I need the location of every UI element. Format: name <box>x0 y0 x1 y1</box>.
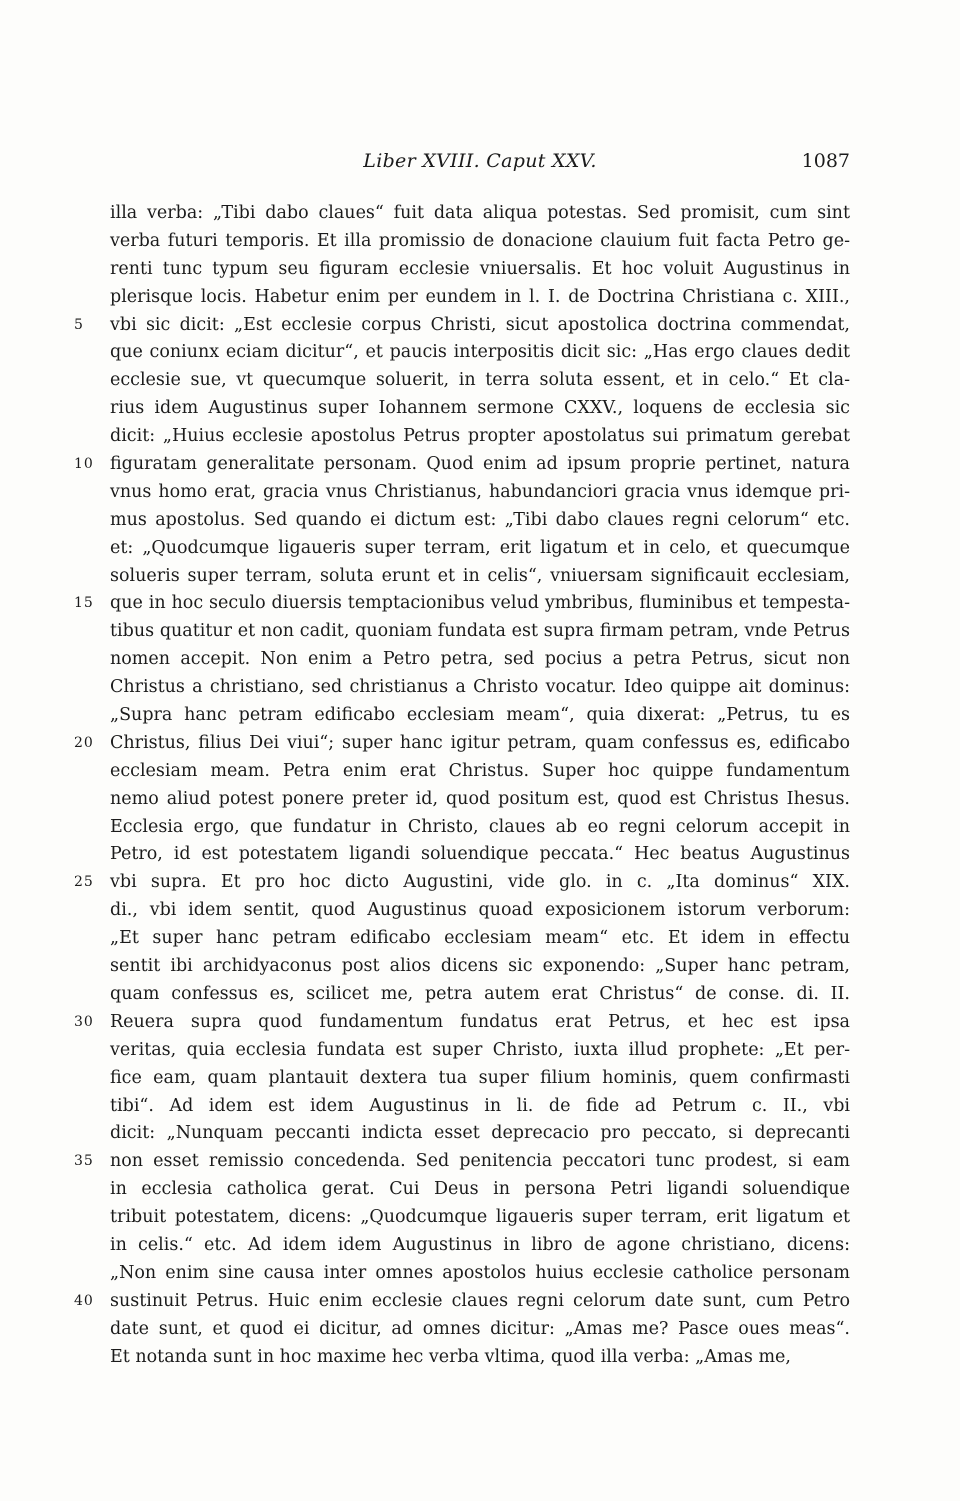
line-text: mus apostolus. Sed quando ei dictum est: „Tibi dabo claues regni celorum“ etc. <box>110 509 850 530</box>
text-line <box>74 590 850 618</box>
line-number: 5 <box>74 316 84 333</box>
text-line <box>110 423 850 451</box>
running-header <box>110 150 850 184</box>
line-text: „Supra hanc petram edificabo ecclesiam meam“, quia dixerat: „Petrus, tu es <box>110 705 850 726</box>
text-line <box>110 1065 850 1093</box>
line-number: 15 <box>74 595 94 612</box>
text-line <box>110 1093 850 1121</box>
text-line <box>110 841 850 869</box>
line-text: quam confessus es, scilicet me, petra autem erat Christus“ de conse. di. II. <box>110 983 850 1004</box>
text-line <box>110 1204 850 1232</box>
text-line <box>110 284 850 312</box>
text-line <box>110 814 850 842</box>
line-text: ecclesie sue, vt quecumque soluerit, in terra soluta essent, et in celo.“ Et cla- <box>110 370 850 391</box>
line-number: 30 <box>74 1013 94 1030</box>
line-text: Ecclesia ergo, que fundatur in Christo, claues ab eo regni celorum accepit in <box>110 816 850 837</box>
line-text: et: „Quodcumque ligaueris super terram, erit ligatum et in celo, et quecumque <box>110 537 850 558</box>
line-text: ecclesiam meam. Petra enim erat Christus. Super hoc quippe fundamentum <box>110 760 850 781</box>
line-number: 20 <box>74 734 94 751</box>
text-line <box>110 674 850 702</box>
line-number: 35 <box>74 1153 94 1170</box>
line-text: „Et super hanc petram edificabo ecclesiam meam“ etc. Et idem in effectu <box>110 928 850 949</box>
line-text: que coniunx eciam dicitur“, et paucis interpositis dicit sic: „Has ergo claues dedit <box>110 342 850 363</box>
text-line <box>74 1288 850 1316</box>
main-text-body <box>74 200 850 1371</box>
line-text: solueris super terram, soluta erunt et in celis“, vniuersam significauit ecclesiam, <box>110 565 850 586</box>
text-line <box>110 1260 850 1288</box>
line-text: date sunt, et quod ei dicitur, ad omnes dicitur: „Amas me? Pasce oues meas“. <box>110 1318 850 1339</box>
line-text: Christus a christiano, sed christianus a Christo vocatur. Ideo quippe ait dominus: <box>110 677 850 698</box>
text-line <box>110 339 850 367</box>
text-line <box>110 925 850 953</box>
line-text: verba futuri temporis. Et illa promissio de donacione clauium fuit facta Petro ge- <box>110 230 850 251</box>
text-line <box>110 228 850 256</box>
text-line <box>74 312 850 340</box>
text-line <box>110 618 850 646</box>
line-text: figuratam generalitate personam. Quod enim ad ipsum proprie pertinet, natura <box>110 454 850 475</box>
text-line <box>110 479 850 507</box>
line-text: vnus homo erat, gracia vnus Christianus, habundanciori gracia vnus idemque pri- <box>110 481 850 502</box>
line-text: di., vbi idem sentit, quod Augustinus quoad exposicionem istorum verborum: <box>110 900 850 921</box>
text-line <box>110 702 850 730</box>
text-line <box>110 563 850 591</box>
page-number: 1087 <box>801 150 850 172</box>
line-text: sentit ibi archidyaconus post alios dicens sic exponendo: „Super hanc petram, <box>110 956 850 977</box>
text-line <box>110 367 850 395</box>
text-line <box>110 1120 850 1148</box>
text-line <box>74 451 850 479</box>
running-title: Liber XVIII. Caput XXV. <box>363 150 597 172</box>
line-text: tibi“. Ad idem est idem Augustinus in li. de fide ad Petrum c. II., vbi <box>110 1095 850 1116</box>
text-line <box>74 1148 850 1176</box>
text-line <box>110 897 850 925</box>
text-line <box>110 786 850 814</box>
line-number: 40 <box>74 1292 94 1309</box>
text-line <box>110 507 850 535</box>
text-line <box>110 1176 850 1204</box>
line-number: 25 <box>74 874 94 891</box>
line-text: „Non enim sine causa inter omnes apostolos huius ecclesie catholice personam <box>110 1262 850 1283</box>
line-text: in celis.“ etc. Ad idem idem Augustinus in libro de agone christiano, dicens: <box>110 1234 850 1255</box>
line-text: sustinuit Petrus. Huic enim ecclesie claues regni celorum date sunt, cum Petro <box>110 1290 850 1311</box>
line-text: vbi sic dicit: „Est ecclesie corpus Christi, sicut apostolica doctrina commendat, <box>110 314 850 335</box>
line-text: non esset remissio concedenda. Sed penitencia peccatori tunc prodest, si eam <box>110 1151 850 1172</box>
line-text: nemo aliud potest ponere preter id, quod positum est, quod est Christus Ihesus. <box>110 788 850 809</box>
text-line <box>110 1344 850 1372</box>
line-text: nomen accepit. Non enim a Petro petra, sed pocius a petra Petrus, sicut non <box>110 649 850 670</box>
line-text: Et notanda sunt in hoc maxime hec verba vltima, quod illa verba: „Amas me, <box>110 1346 791 1367</box>
line-text: dicit: „Huius ecclesie apostolus Petrus propter apostolatus sui primatum gerebat <box>110 426 850 447</box>
text-line <box>110 1316 850 1344</box>
text-line <box>110 200 850 228</box>
line-text: dicit: „Nunquam peccanti indicta esset deprecacio pro peccato, si deprecanti <box>110 1123 850 1144</box>
text-line <box>110 535 850 563</box>
line-text: plerisque locis. Habetur enim per eundem in l. I. de Doctrina Christiana c. XIII., <box>110 286 850 307</box>
text-line <box>110 1037 850 1065</box>
text-line <box>110 395 850 423</box>
line-text: in ecclesia catholica gerat. Cui Deus in persona Petri ligandi soluendique <box>110 1179 850 1200</box>
line-text: que in hoc seculo diuersis temptacionibus velud ymbribus, fluminibus et tempesta- <box>110 593 850 614</box>
text-line <box>110 758 850 786</box>
line-text: Petro, id est potestatem ligandi soluendique peccata.“ Hec beatus Augustinus <box>110 844 850 865</box>
text-line <box>110 953 850 981</box>
line-text: Reuera supra quod fundamentum fundatus erat Petrus, et hec est ipsa <box>110 1011 850 1032</box>
line-text: vbi supra. Et pro hoc dicto Augustini, vide glo. in c. „Ita dominus“ XIX. <box>110 872 850 893</box>
line-number: 10 <box>74 456 94 473</box>
line-text: rius idem Augustinus super Iohannem sermone CXXV., loquens de ecclesia sic <box>110 398 850 419</box>
line-text: veritas, quia ecclesia fundata est super Christo, iuxta illud prophete: „Et per- <box>110 1039 850 1060</box>
text-line <box>74 730 850 758</box>
text-line <box>110 646 850 674</box>
line-text: tibus quatitur et non cadit, quoniam fundata est supra firmam petram, vnde Petrus <box>110 621 850 642</box>
text-line <box>110 256 850 284</box>
line-text: renti tunc typum seu figuram ecclesie vniuersalis. Et hoc voluit Augustinus in <box>110 258 850 279</box>
text-line <box>110 981 850 1009</box>
line-text: illa verba: „Tibi dabo claues“ fuit data aliqua potestas. Sed promisit, cum sint <box>110 203 850 223</box>
text-line <box>110 1232 850 1260</box>
line-text: fice eam, quam plantauit dextera tua super filium hominis, quem confirmasti <box>110 1067 850 1088</box>
text-line <box>74 1009 850 1037</box>
line-text: Christus, filius Dei viui“; super hanc igitur petram, quam confessus es, edificabo <box>110 732 850 753</box>
text-line <box>74 869 850 897</box>
line-text: tribuit potestatem, dicens: „Quodcumque ligaueris super terram, erit ligatum et <box>110 1207 850 1228</box>
